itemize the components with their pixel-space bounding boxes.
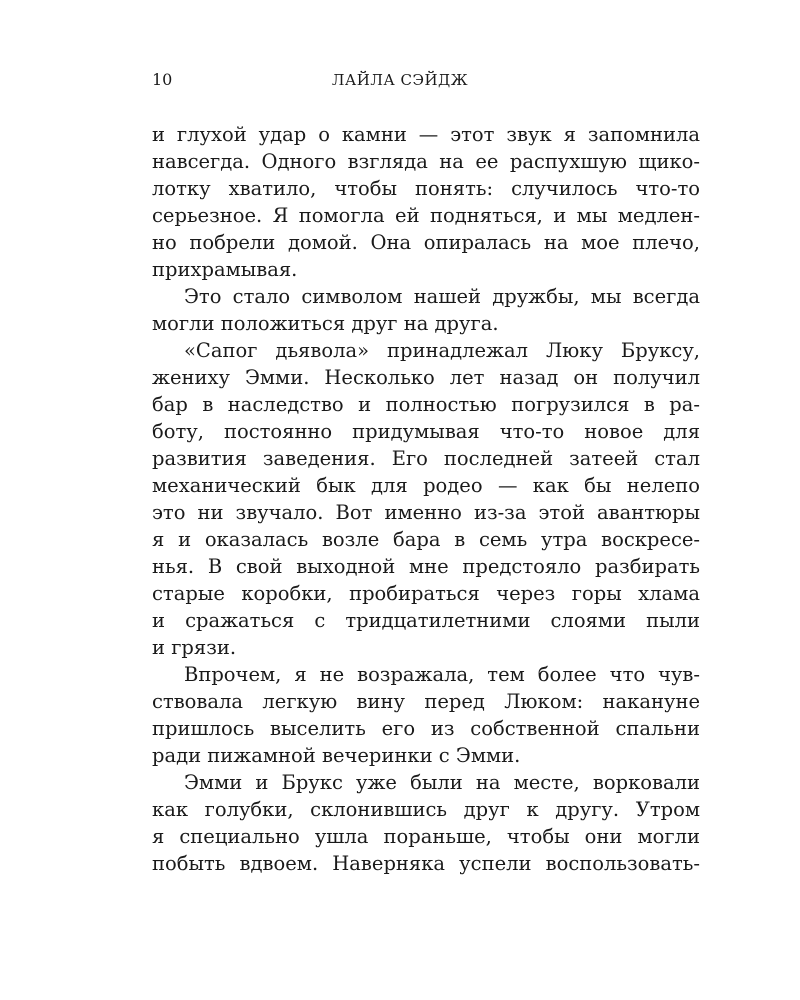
text-line: лотку хватило, чтобы понять: случилось что-то — [152, 177, 700, 200]
text-line: боту, постоянно придумывая что-то новое для — [152, 420, 700, 443]
text-line: нья. В свой выходной мне предстояло разбирать — [152, 555, 700, 578]
text-line: это ни звучало. Вот именно из-за этой авантюры — [152, 501, 700, 524]
paragraph — [152, 661, 700, 769]
text-line: я специально ушла пораньше, чтобы они могли — [152, 825, 700, 848]
text-line: побыть вдвоем. Наверняка успели воспользовать- — [152, 852, 700, 875]
text-line: прихрамывая. — [152, 258, 298, 281]
text-line: развития заведения. Его последней затеей стал — [152, 447, 700, 470]
paragraph — [152, 337, 700, 661]
text-line: ради пижамной вечеринки с Эмми. — [152, 744, 521, 767]
text-line: могли положиться друг на друга. — [152, 312, 499, 335]
text-line: и грязи. — [152, 636, 237, 659]
text-line: Эмми и Брукс уже были на месте, ворковали — [184, 771, 700, 794]
text-line: механический бык для родео — как бы нелепо — [152, 474, 700, 497]
text-line: как голубки, склонившись друг к другу. Утром — [152, 798, 700, 821]
paragraph — [152, 121, 700, 283]
text-line: но побрели домой. Она опиралась на мое плечо, — [152, 231, 700, 254]
text-line: пришлось выселить его из собственной спальни — [152, 717, 700, 740]
text-line: и глухой удар о камни — этот звук я запомнила — [152, 123, 700, 146]
paragraph — [152, 769, 700, 877]
text-line: я и оказалась возле бара в семь утра воскресе- — [152, 528, 700, 551]
running-title: ЛАЙЛА СЭЙДЖ — [331, 71, 469, 89]
text-line: навсегда. Одного взгляда на ее распухшую щико- — [152, 150, 700, 173]
text-line: и сражаться с тридцатилетними слоями пыли — [152, 609, 700, 632]
text-line: Впрочем, я не возражала, тем более что чув- — [184, 663, 700, 686]
text-line: старые коробки, пробираться через горы хлама — [152, 582, 700, 605]
text-line: бар в наследство и полностью погрузился в ра- — [152, 393, 700, 416]
text-line: «Сапог дьявола» принадлежал Люку Бруксу, — [184, 339, 700, 362]
text-line: жениху Эмми. Несколько лет назад он получил — [152, 366, 700, 389]
body-text — [152, 121, 700, 877]
text-line: Это стало символом нашей дружбы, мы всегда — [184, 285, 700, 308]
text-line: серьезное. Я помогла ей подняться, и мы медлен- — [152, 204, 700, 227]
page-number: 10 — [152, 70, 173, 89]
paragraph — [152, 283, 700, 337]
text-line: ствовала легкую вину перед Люком: накануне — [152, 690, 700, 713]
